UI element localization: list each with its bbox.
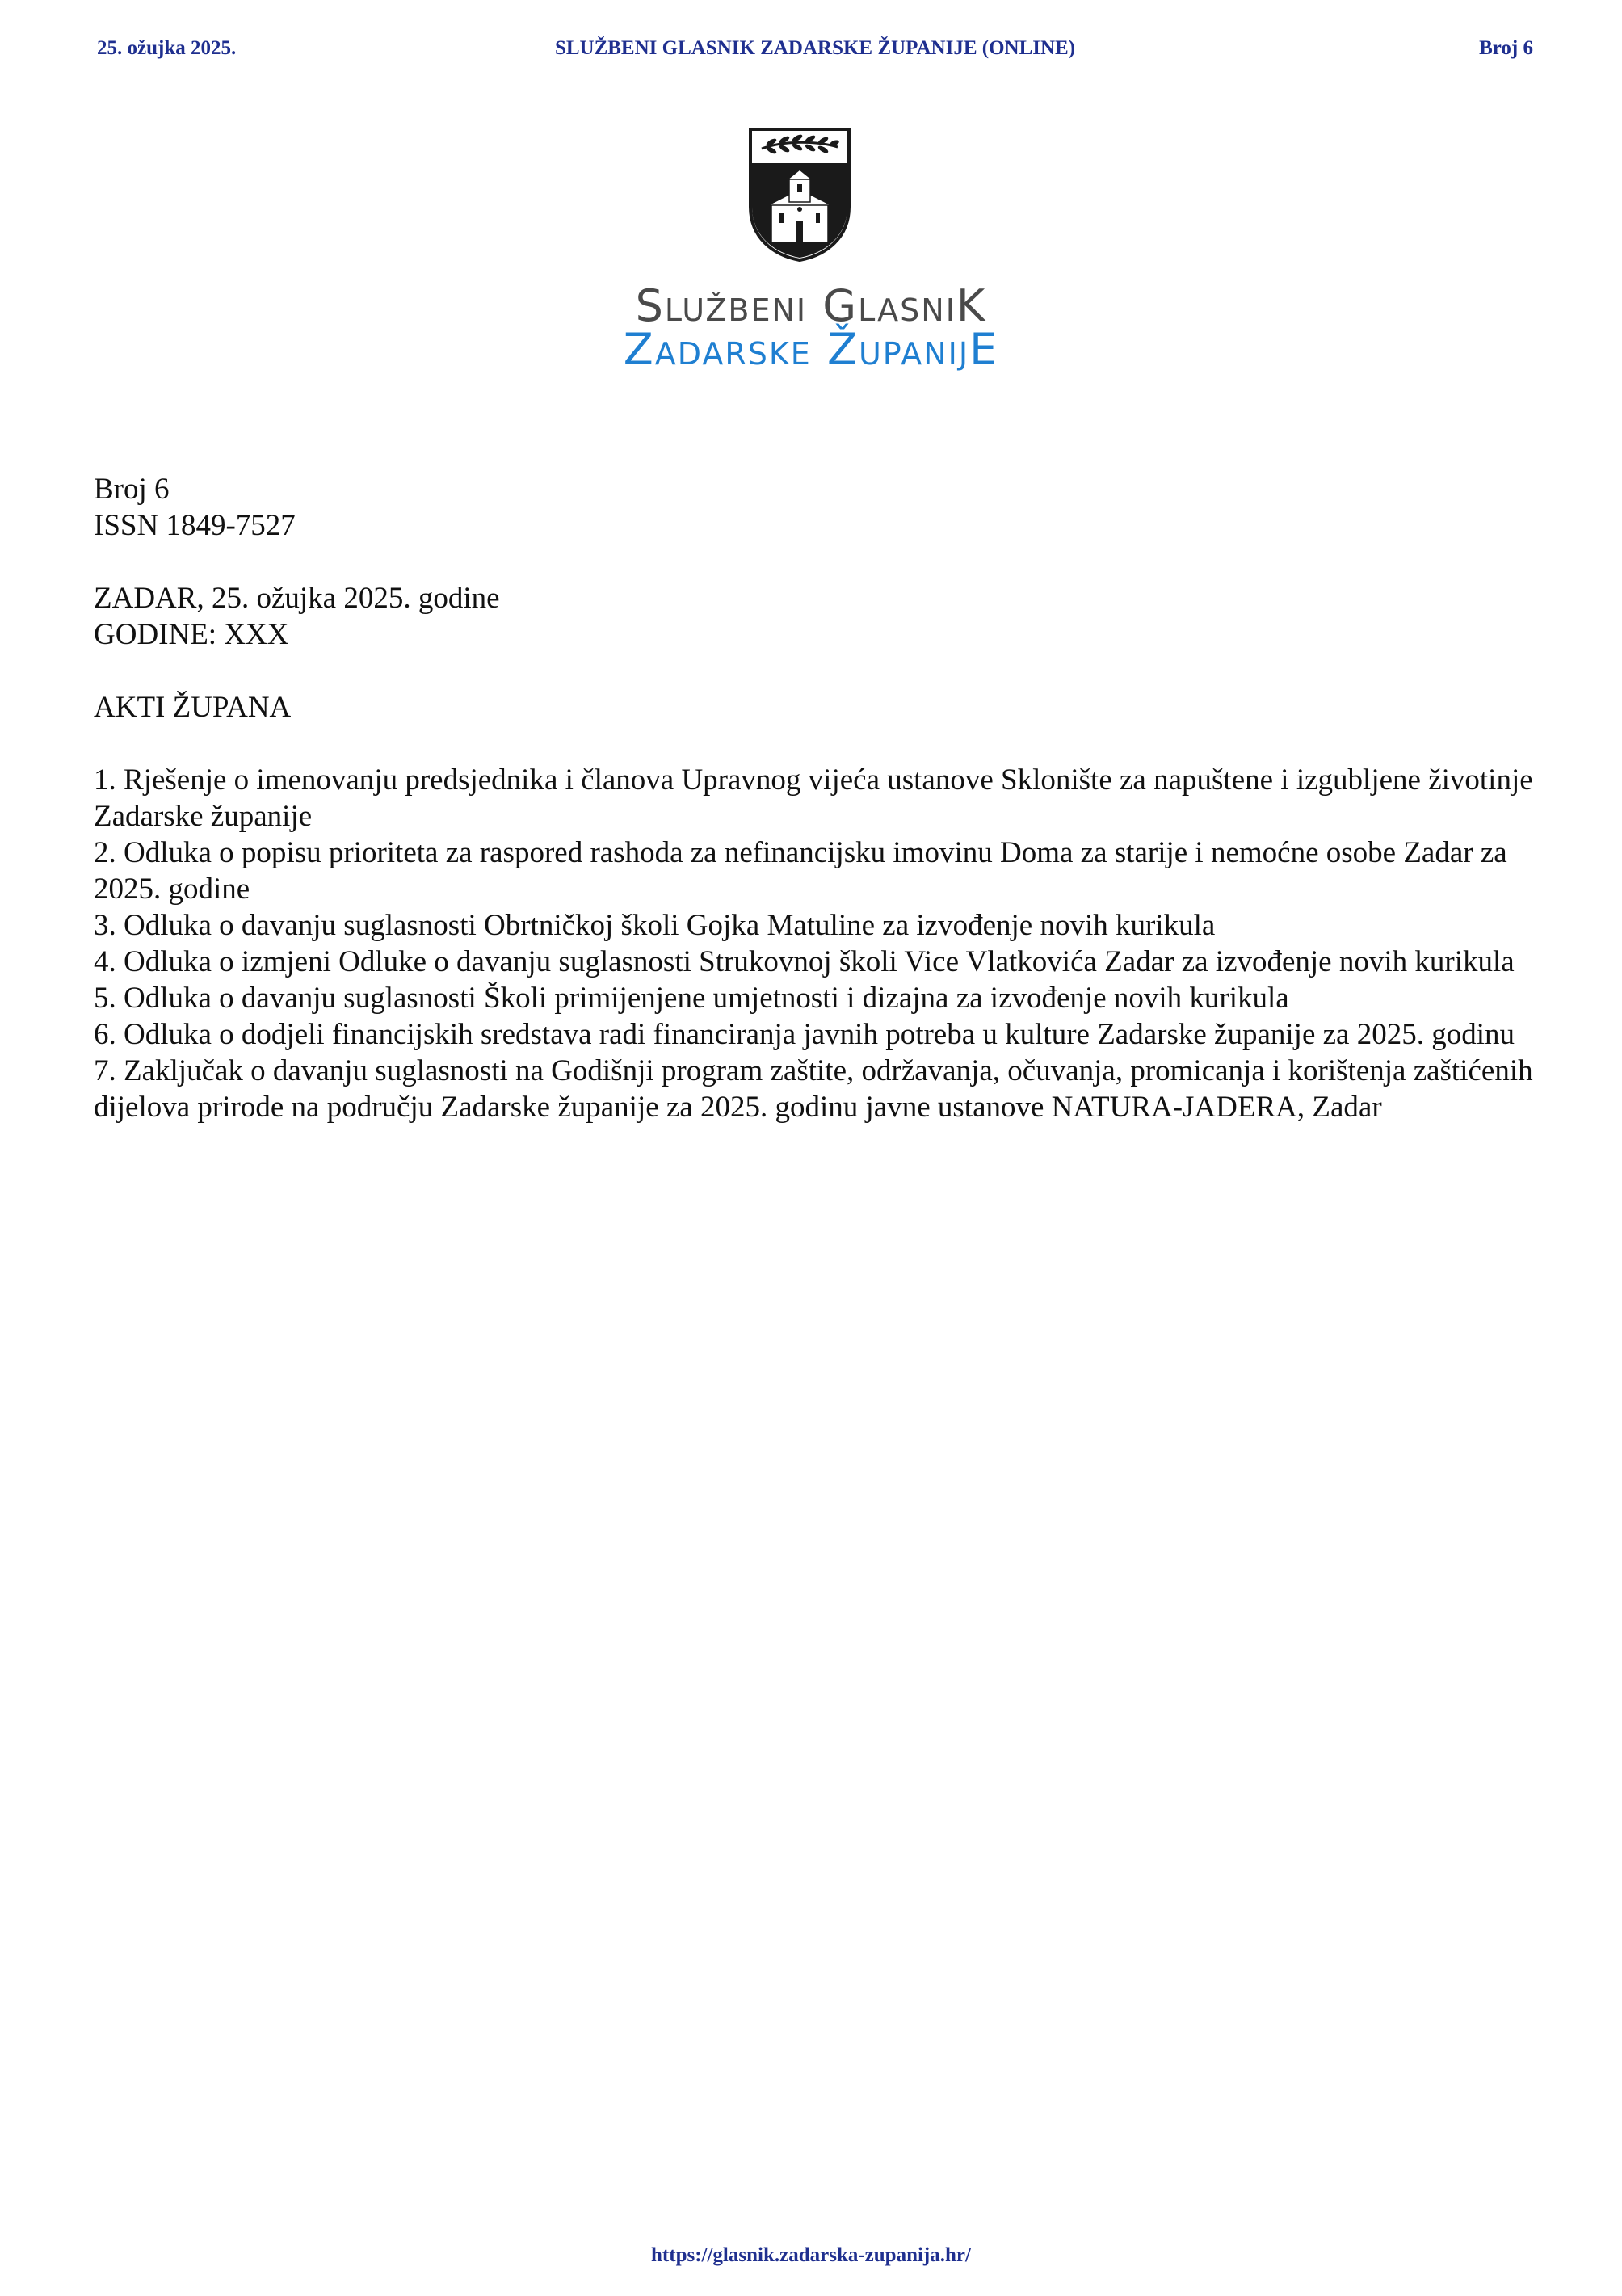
- publication-year: GODINE: XXX: [94, 618, 289, 651]
- publication-info: [94, 580, 1540, 653]
- section-heading-block: [94, 689, 1540, 725]
- issue-info: [94, 471, 1540, 544]
- toc-item: 4. Odluka o izmjeni Odluke o davanju suglasnosti Strukovnoj školi Vice Vlatkovića Zadar za izvođenje novih kurikula: [94, 945, 1515, 978]
- masthead-title: Službeni GlasniK: [635, 280, 987, 331]
- masthead: [0, 280, 1622, 375]
- toc-item: 3. Odluka o davanju suglasnosti Obrtničkoj školi Gojka Matuline za izvođenje novih kurikula: [94, 909, 1216, 942]
- toc-item: 2. Odluka o popisu prioriteta za raspored rashoda za nefinancijsku imovinu Doma za starije i nemoćne osobe Zadar za 2025. godine: [94, 836, 1507, 906]
- toc-item: 7. Zaključak o davanju suglasnosti na Godišnji program zaštite, održavanja, očuvanja, promicanja i korištenja zaštićenih dijelova prirode na području Zadarske županije za 2025. godinu javne ustanove NATURA-JADERA, Zadar: [94, 1054, 1533, 1124]
- header-title: SLUŽBENI GLASNIK ZADARSKE ŽUPANIJE (ONLINE): [554, 37, 1076, 59]
- issn: ISSN 1849-7527: [94, 509, 296, 542]
- place-date: ZADAR, 25. ožujka 2025. godine: [94, 582, 500, 615]
- issue-number: Broj 6: [94, 473, 170, 506]
- header-date: 25. ožujka 2025.: [97, 37, 237, 59]
- toc-item: 5. Odluka o davanju suglasnosti Školi primijenjene umjetnosti i dizajna za izvođenje novih kurikula: [94, 982, 1289, 1015]
- document-body: [94, 471, 1540, 1125]
- masthead-subtitle: Zadarske ŽupanijE: [623, 324, 999, 375]
- coat-of-arms-icon: [747, 126, 852, 263]
- toc-item: 1. Rješenje o imenovanju predsjednika i članova Upravnog vijeća ustanove Sklonište za napuštene i izgubljene životinje Zadarske županije: [94, 763, 1533, 833]
- header-issue-number: Broj 6: [1479, 37, 1533, 59]
- section-title: AKTI ŽUPANA: [94, 691, 292, 724]
- footer-url-link[interactable]: https://glasnik.zadarska-zupanija.hr/: [651, 2244, 971, 2266]
- table-of-contents: [94, 762, 1540, 1125]
- toc-item: 6. Odluka o dodjeli financijskih sredstava radi financiranja javnih potreba u kulture Zadarske županije za 2025. godinu: [94, 1018, 1515, 1051]
- running-header: [97, 37, 1533, 69]
